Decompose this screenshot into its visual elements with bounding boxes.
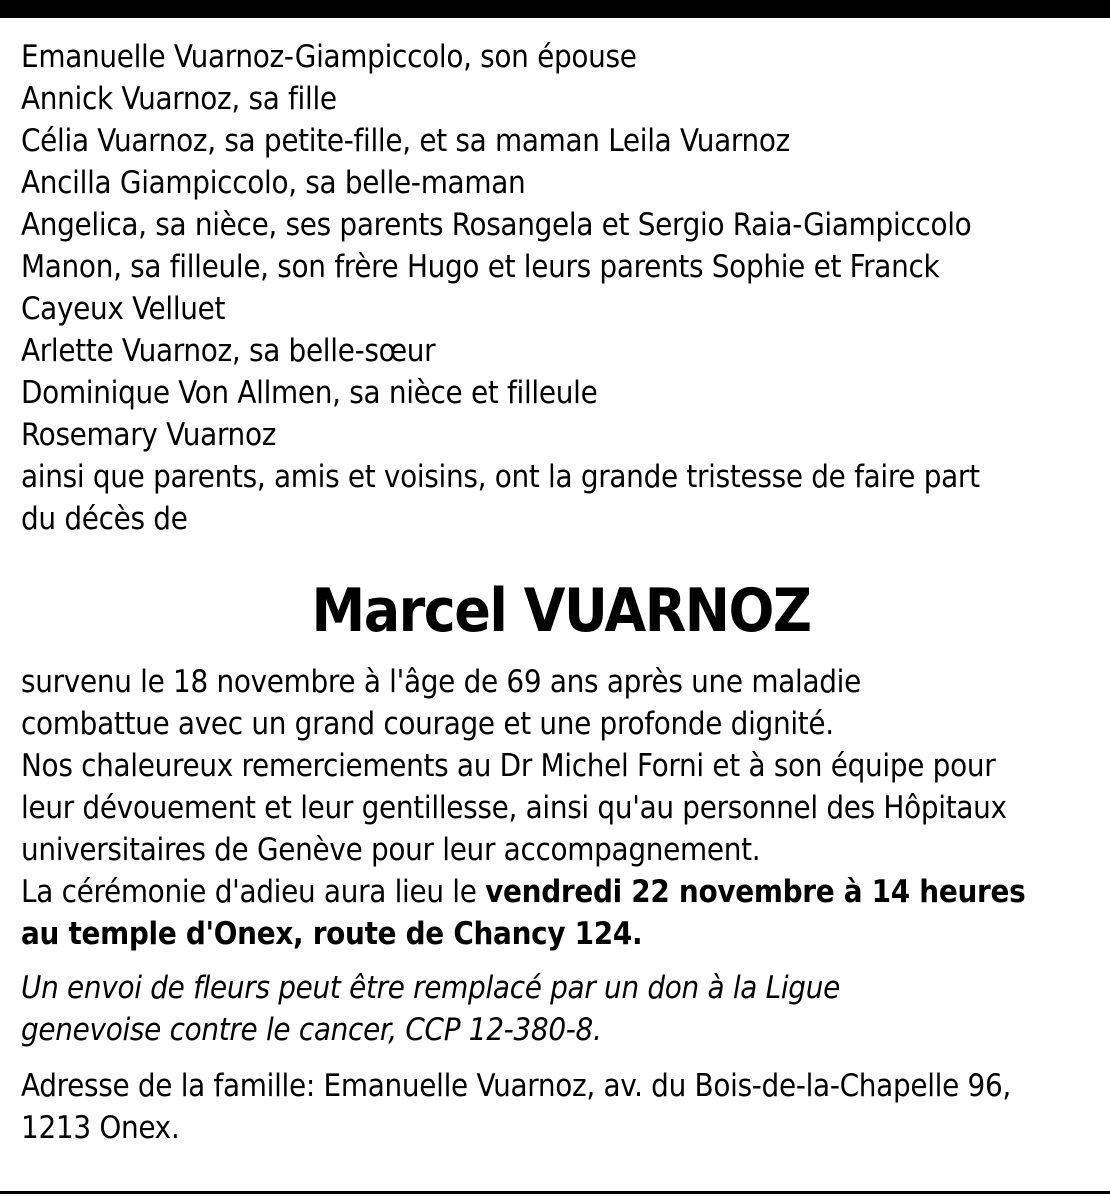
- bottom-border-rule: [0, 1191, 1110, 1194]
- top-border-rule: [0, 0, 1110, 18]
- family-line: Emanuelle Vuarnoz-Giampiccolo, son épouse: [21, 39, 637, 75]
- family-line: Arlette Vuarnoz, sa belle-sœur: [21, 333, 436, 369]
- address-line: 1213 Onex.: [21, 1110, 180, 1146]
- ceremony-date-time: vendredi 22 novembre à 14 heures: [485, 874, 1026, 910]
- family-line: Dominique Von Allmen, sa nièce et filleule: [21, 375, 598, 411]
- family-line: Annick Vuarnoz, sa fille: [21, 81, 337, 117]
- family-line: Angelica, sa nièce, ses parents Rosangela et Sergio Raia-Giampiccolo: [21, 207, 972, 243]
- flowers-note: [21, 967, 1101, 1051]
- family-list: [21, 36, 1101, 540]
- body-line: survenu le 18 novembre à l'âge de 69 ans après une maladie: [21, 664, 861, 700]
- deceased-name: Marcel VUARNOZ: [311, 576, 811, 646]
- body-line: Nos chaleureux remerciements au Dr Michel Forni et à son équipe pour: [21, 748, 996, 784]
- body-line: leur dévouement et leur gentillesse, ainsi qu'au personnel des Hôpitaux: [21, 790, 1007, 826]
- family-line: ainsi que parents, amis et voisins, ont la grande tristesse de faire part: [21, 459, 980, 495]
- family-line: du décès de: [21, 501, 188, 537]
- notice-body: [21, 661, 1101, 955]
- flowers-line: genevoise contre le cancer, CCP 12-380-8.: [21, 1012, 602, 1048]
- family-line: Ancilla Giampiccolo, sa belle-maman: [21, 165, 526, 201]
- body-line: universitaires de Genève pour leur accompagnement.: [21, 832, 761, 868]
- ceremony-location: au temple d'Onex, route de Chancy 124.: [21, 916, 643, 952]
- family-line: Rosemary Vuarnoz: [21, 417, 277, 453]
- obituary-notice: [21, 36, 1101, 1149]
- flowers-line: Un envoi de fleurs peut être remplacé par un don à la Ligue: [21, 970, 840, 1006]
- ceremony-line: [21, 871, 1101, 913]
- address-line: Adresse de la famille: Emanuelle Vuarnoz, av. du Bois-de-la-Chapelle 96,: [21, 1068, 1011, 1104]
- body-line: combattue avec un grand courage et une profonde dignité.: [21, 706, 834, 742]
- family-line: Manon, sa filleule, son frère Hugo et leurs parents Sophie et Franck: [21, 249, 940, 285]
- family-line: Cayeux Velluet: [21, 291, 226, 327]
- family-address: [21, 1065, 1101, 1149]
- family-line: Célia Vuarnoz, sa petite-fille, et sa maman Leila Vuarnoz: [21, 123, 790, 159]
- ceremony-intro: La cérémonie d'adieu aura lieu le: [21, 874, 486, 910]
